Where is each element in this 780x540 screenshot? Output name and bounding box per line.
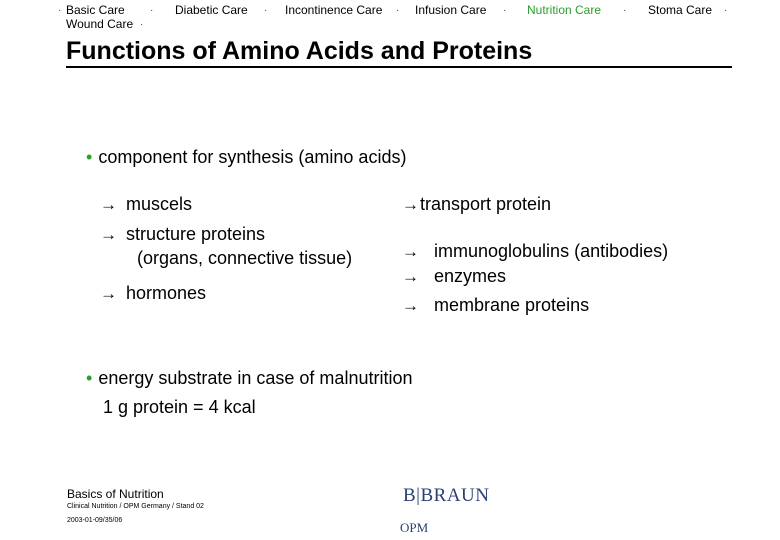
nav-separator: · xyxy=(150,5,154,16)
bullet-synthesis xyxy=(86,146,406,168)
footer-date: 2003-01-09/35/06 xyxy=(67,517,123,524)
item-label: immunoglobulins (antibodies) xyxy=(434,241,669,261)
nav-basic-care[interactable]: Basic Care xyxy=(66,3,125,17)
list-item-membrane xyxy=(402,294,589,317)
nav-diabetic-care[interactable]: Diabetic Care xyxy=(175,3,248,17)
bullet-energy-subtext: 1 g protein = 4 kcal xyxy=(103,397,256,417)
item-label: muscels xyxy=(126,194,193,214)
arrow-right-icon: → xyxy=(402,267,419,286)
nav-separator: · xyxy=(58,5,62,16)
footer-title: Basics of Nutrition xyxy=(67,487,164,501)
arrow-right-icon: → xyxy=(100,225,117,244)
list-item-immuno xyxy=(402,240,668,263)
bbraun-logo: B|BRAUN xyxy=(403,485,490,506)
arrow-right-icon: → xyxy=(100,195,117,214)
bullet-energy xyxy=(86,367,412,389)
nav-infusion-care[interactable]: Infusion Care xyxy=(415,3,487,17)
item-label: transport protein xyxy=(420,194,552,214)
nav-separator: · xyxy=(396,5,400,16)
bullet-synthesis-text: component for synthesis (amino acids) xyxy=(98,147,407,167)
nav-nutrition-care[interactable]: Nutrition Care xyxy=(527,3,602,17)
bullet-marker: • xyxy=(86,368,93,388)
nav-wound-care[interactable]: Wound Care xyxy=(66,17,134,31)
nav-separator: · xyxy=(623,5,627,16)
list-item-structure xyxy=(100,223,265,246)
list-item-muscels xyxy=(100,193,192,216)
footer-subtitle: Clinical Nutrition / OPM Germany / Stand 02 xyxy=(67,503,204,510)
item-sublabel: (organs, connective tissue) xyxy=(137,248,353,268)
item-label: enzymes xyxy=(434,266,507,286)
bullet-energy-text: energy substrate in case of malnutrition xyxy=(98,368,413,388)
arrow-right-icon: → xyxy=(402,296,419,315)
item-label: structure proteins xyxy=(126,224,266,244)
arrow-right-icon: → xyxy=(402,242,419,261)
list-item-enzymes xyxy=(402,265,506,288)
bullet-marker: • xyxy=(86,147,93,167)
nav-separator: · xyxy=(724,5,728,16)
opm-label: OPM xyxy=(400,520,429,535)
list-item-hormones xyxy=(100,282,206,305)
nav-separator: · xyxy=(503,5,507,16)
item-label: membrane proteins xyxy=(434,295,590,315)
list-item-transport xyxy=(402,193,551,216)
arrow-right-icon: → xyxy=(402,195,419,214)
item-label: hormones xyxy=(126,283,207,303)
nav-stoma-care[interactable]: Stoma Care xyxy=(648,3,713,17)
nav-separator: · xyxy=(140,19,144,30)
page-title: Functions of Amino Acids and Proteins xyxy=(66,36,732,68)
nav-separator: · xyxy=(264,5,268,16)
nav-incontinence-care[interactable]: Incontinence Care xyxy=(285,3,383,17)
arrow-right-icon: → xyxy=(100,284,117,303)
